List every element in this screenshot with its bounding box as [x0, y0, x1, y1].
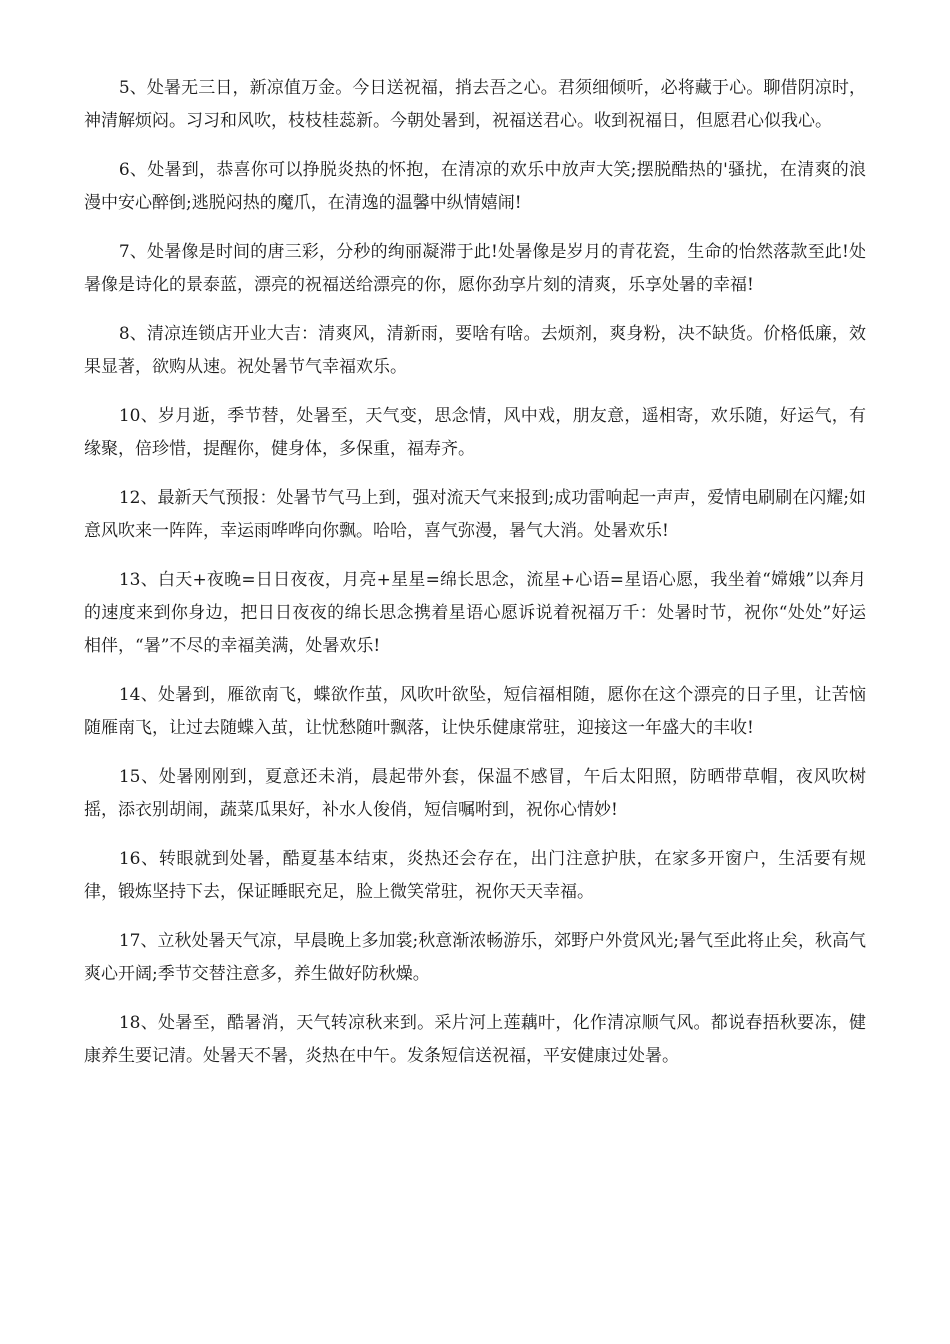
paragraph-10: 10、岁月逝，季节替，处暑至，天气变，思念情，风中戏，朋友意，遥相寄，欢乐随，好运气，有缘聚，倍珍惜，提醒你，健身体，多保重，福寿齐。	[84, 406, 866, 459]
paragraph-15: 15、处暑刚刚到，夏意还未消，晨起带外套，保温不感冒，午后太阳照，防晒带草帽，夜风吹树摇，添衣别胡闹，蔬菜瓜果好，补水人俊俏，短信嘱咐到，祝你心情妙!	[84, 767, 866, 820]
paragraph-17: 17、立秋处暑天气凉，早晨晚上多加裳;秋意渐浓畅游乐，郊野户外赏风光;暑气至此将止矣，秋高气爽心开阔;季节交替注意多，养生做好防秋燥。	[84, 931, 866, 984]
paragraph-5: 5、处暑无三日，新凉值万金。今日送祝福，捎去吾之心。君须细倾听，必将藏于心。聊借阴凉时，神清解烦闷。习习和风吹，枝枝桂蕊新。今朝处暑到，祝福送君心。收到祝福日，但愿君心似我心。	[84, 78, 866, 131]
paragraph-18: 18、处暑至，酷暑消，天气转凉秋来到。采片河上莲藕叶，化作清凉顺气风。都说春捂秋要冻，健康养生要记清。处暑天不暑，炎热在中午。发条短信送祝福，平安健康过处暑。	[84, 1013, 866, 1066]
paragraph-14: 14、处暑到，雁欲南飞，蝶欲作茧，风吹叶欲坠，短信福相随，愿你在这个漂亮的日子里，让苦恼随雁南飞，让过去随蝶入茧，让忧愁随叶飘落，让快乐健康常驻，迎接这一年盛大的丰收!	[84, 685, 866, 738]
paragraph-7: 7、处暑像是时间的唐三彩，分秒的绚丽凝滞于此!处暑像是岁月的青花瓷，生命的怡然落款至此!处暑像是诗化的景泰蓝，漂亮的祝福送给漂亮的你，愿你劲享片刻的清爽，乐享处暑的幸福!	[84, 242, 866, 295]
paragraph-16: 16、转眼就到处暑，酷夏基本结束，炎热还会存在，出门注意护肤，在家多开窗户，生活要有规律，锻炼坚持下去，保证睡眠充足，脸上微笑常驻，祝你天天幸福。	[84, 849, 866, 902]
paragraph-13: 13、白天+夜晚=日日夜夜，月亮+星星=绵长思念，流星+心语=星语心愿，我坐着“嫦娥”以奔月的速度来到你身边，把日日夜夜的绵长思念携着星语心愿诉说着祝福万千：处暑时节，祝你“处处”好运相伴，“暑”不尽的幸福美满，处暑欢乐!	[84, 570, 866, 656]
paragraph-12: 12、最新天气预报：处暑节气马上到，强对流天气来报到;成功雷响起一声声，爱情电刷刷在闪耀;如意风吹来一阵阵，幸运雨哗哗向你飘。哈哈，喜气弥漫，暑气大消。处暑欢乐!	[84, 488, 866, 541]
paragraph-8: 8、清凉连锁店开业大吉：清爽风，清新雨，要啥有啥。去烦剂，爽身粉，决不缺货。价格低廉，效果显著，欲购从速。祝处暑节气幸福欢乐。	[84, 324, 866, 377]
document-page	[84, 72, 866, 1089]
paragraph-6: 6、处暑到，恭喜你可以挣脱炎热的怀抱，在清凉的欢乐中放声大笑;摆脱酷热的'骚扰，在清爽的浪漫中安心醉倒;逃脱闷热的魔爪，在清逸的温馨中纵情嬉闹!	[84, 160, 866, 213]
